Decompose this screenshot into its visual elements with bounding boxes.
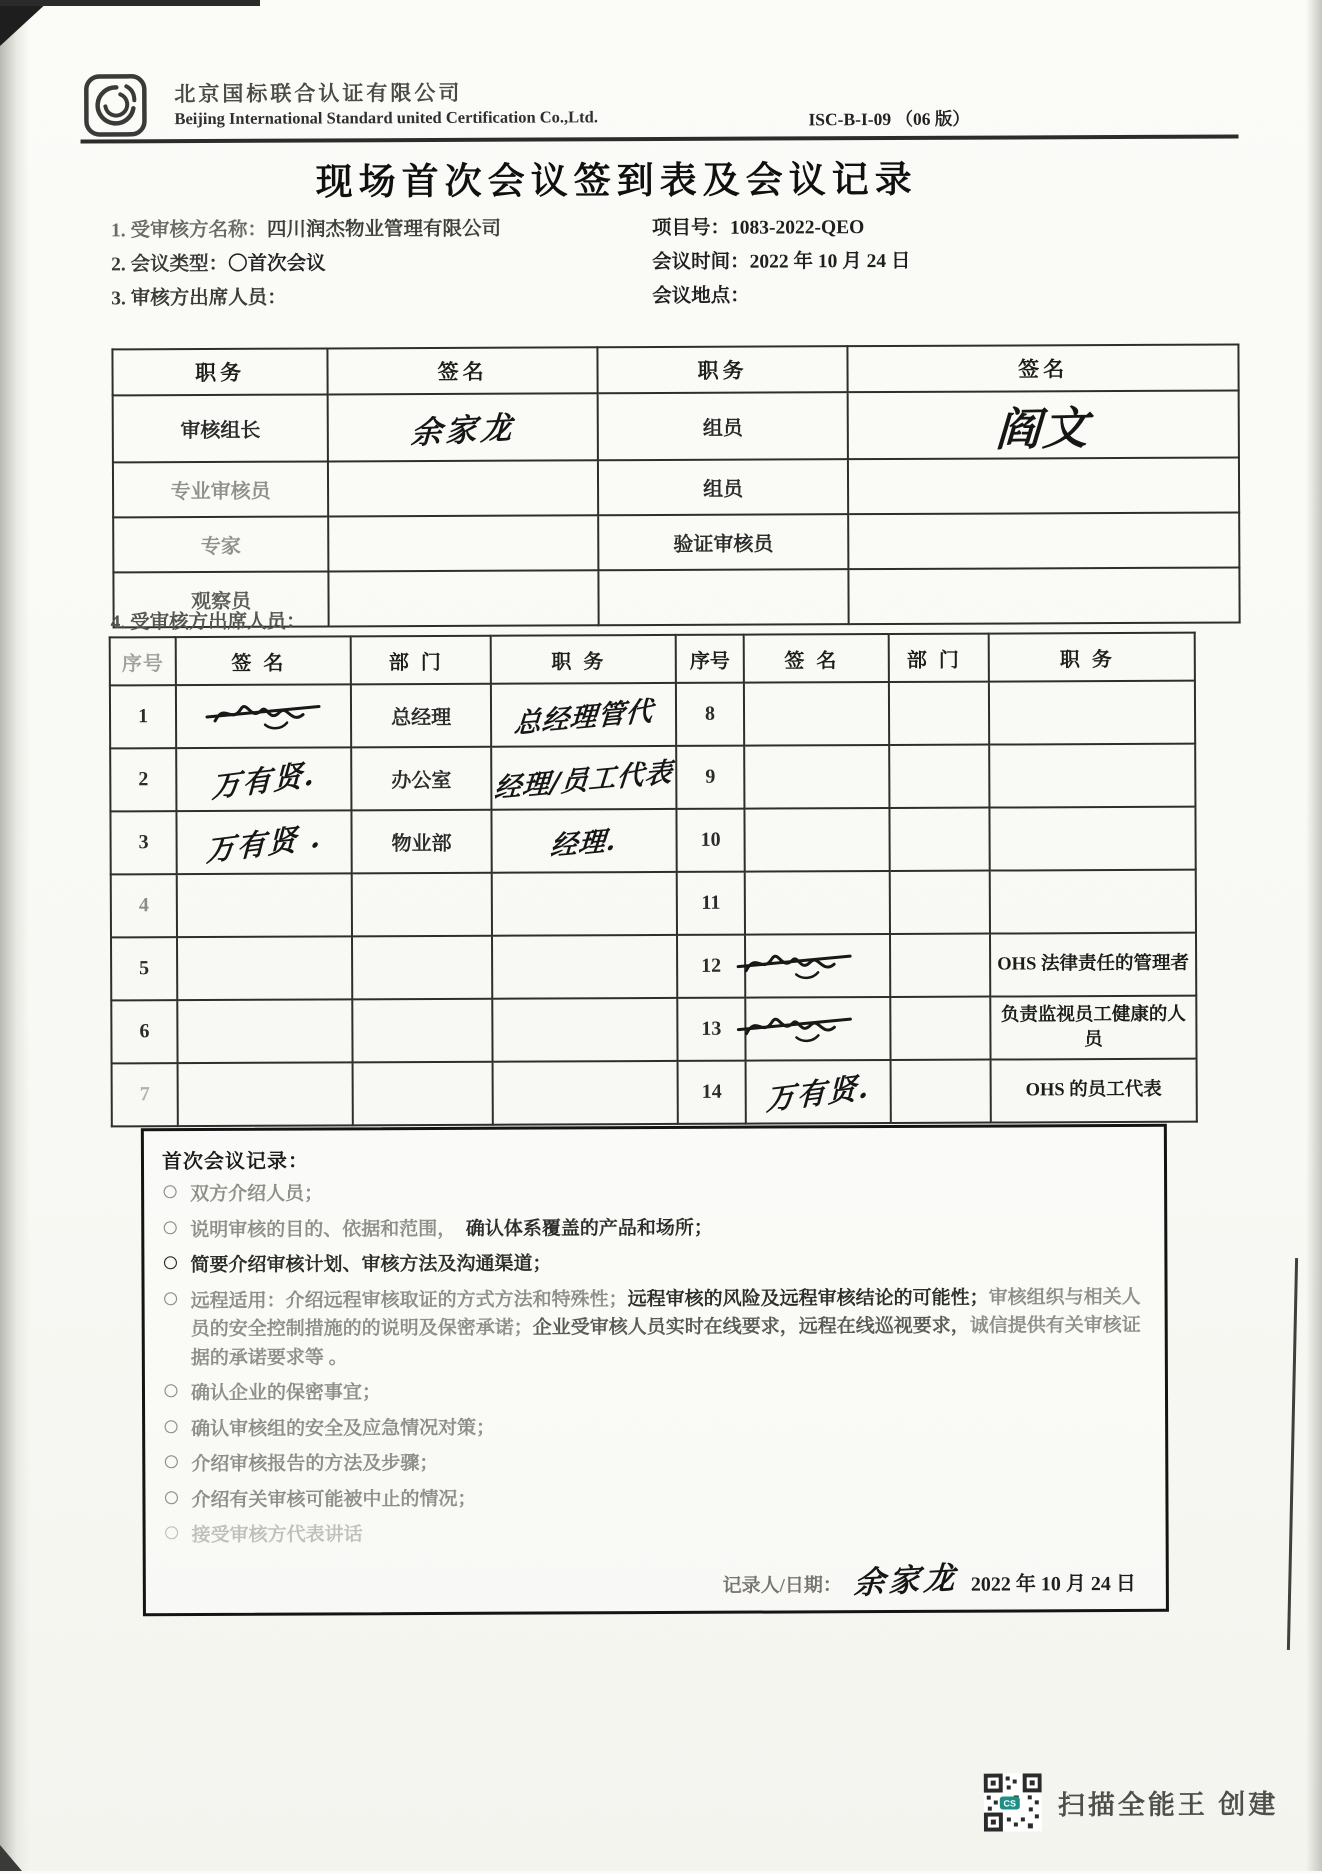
table-row xyxy=(113,390,1239,462)
table-cell xyxy=(176,684,351,748)
duty-text: OHS 法律责任的管理者 xyxy=(997,954,1190,976)
table-cell: 6 xyxy=(111,1000,177,1063)
table-row xyxy=(111,996,1196,1064)
table-cell xyxy=(745,871,890,935)
signature-scribble xyxy=(204,693,322,734)
record-bullet-line xyxy=(161,1283,1149,1373)
table-cell: 观察员 xyxy=(113,571,328,627)
record-line-text: 介绍有关审核可能被中止的情况； xyxy=(191,1488,477,1511)
table-cell xyxy=(352,936,492,1000)
table-cell xyxy=(989,744,1195,808)
meeting-type-value: 〇首次会议 xyxy=(228,253,326,275)
table-row xyxy=(113,512,1239,572)
bullet-circle-icon: 〇 xyxy=(163,1221,178,1237)
page-title: 现场首次会议签到表及会议记录 xyxy=(315,159,918,204)
company-logo xyxy=(82,72,148,138)
company-name-en: Beijing International Standard united Certification Co.,Ltd. xyxy=(174,107,598,129)
table-cell xyxy=(889,808,989,871)
table-row xyxy=(113,457,1239,517)
table-cell: 9 xyxy=(676,746,744,809)
table-cell xyxy=(746,1060,891,1124)
table-cell xyxy=(328,515,598,571)
signature-scribble xyxy=(736,1006,854,1047)
table-row xyxy=(111,870,1196,938)
record-line-text: 接受审核方代表讲话 xyxy=(191,1524,363,1547)
handwritten-signature: 万有贤 . xyxy=(205,819,323,869)
table-cell xyxy=(493,1061,678,1125)
scan-corner-top-left xyxy=(0,0,50,46)
table-row xyxy=(110,807,1195,875)
table-cell xyxy=(848,512,1239,569)
signature-scribble xyxy=(736,943,854,984)
table-cell xyxy=(492,998,677,1062)
column-header: 签名 xyxy=(327,347,597,394)
table-header-row xyxy=(110,633,1195,686)
duty-text: OHS 的员工代表 xyxy=(1025,1080,1162,1101)
table-cell xyxy=(177,999,352,1063)
audit-attendees-label: 3. 审核方出席人员： xyxy=(111,287,287,310)
table-cell xyxy=(745,997,890,1061)
company-name-cn: 北京国标联合认证有限公司 xyxy=(174,80,463,107)
record-bullet-line xyxy=(161,1447,1149,1480)
header-divider xyxy=(81,134,1239,143)
table-cell: 7 xyxy=(112,1063,178,1126)
table-cell xyxy=(848,390,1239,459)
meeting-time: 会议时间：2022 年 10 月 24 日 xyxy=(652,250,911,274)
table-cell xyxy=(492,935,677,999)
audit-team-table xyxy=(111,343,1240,628)
column-header: 职务 xyxy=(597,346,847,393)
table-cell: 4 xyxy=(111,874,177,937)
table-header-row xyxy=(112,344,1238,395)
record-bullet-line xyxy=(161,1482,1149,1515)
handwritten-signature: 余家龙 xyxy=(409,409,516,452)
table-cell xyxy=(848,567,1239,624)
bullet-circle-icon: 〇 xyxy=(163,1292,178,1308)
bullet-circle-icon: 〇 xyxy=(163,1385,179,1401)
table-cell xyxy=(745,934,890,998)
column-header: 签名 xyxy=(176,636,351,685)
bullet-circle-icon: 〇 xyxy=(164,1456,179,1472)
table-cell: 10 xyxy=(676,809,744,872)
table-cell xyxy=(890,997,990,1060)
table-cell xyxy=(491,746,676,810)
table-cell xyxy=(176,810,351,874)
table-cell xyxy=(989,807,1195,871)
table-cell xyxy=(491,683,676,747)
info-line-meeting-type xyxy=(111,243,1251,278)
meeting-location-label: 会议地点： xyxy=(652,285,750,308)
record-bullet-line xyxy=(160,1248,1148,1281)
table-cell xyxy=(328,393,598,461)
qr-code-icon xyxy=(984,1773,1042,1831)
column-header: 部门 xyxy=(889,634,989,682)
table-cell xyxy=(598,569,848,625)
column-header: 序号 xyxy=(676,635,744,683)
record-line-text: 确认审核组的安全及应急情况对策； xyxy=(191,1417,496,1440)
table-cell: 14 xyxy=(678,1061,746,1124)
table-cell xyxy=(744,808,889,872)
scan-top-edge xyxy=(0,0,260,6)
bullet-circle-icon: 〇 xyxy=(163,1186,178,1202)
table-cell: 办公室 xyxy=(351,747,491,811)
form-code: ISC-B-I-09 （06 版） xyxy=(808,108,970,130)
info-line-auditee xyxy=(111,209,1251,244)
handwritten-signature: 万有贤. xyxy=(211,756,317,805)
camscanner-footer xyxy=(984,1772,1279,1831)
column-header: 签名 xyxy=(744,634,889,683)
table-cell: 2 xyxy=(110,748,176,811)
scan-corner-bottom-left xyxy=(0,1845,22,1871)
handwritten-signature: 万有贤. xyxy=(765,1069,871,1118)
table-cell: 验证审核员 xyxy=(598,514,848,570)
table-cell xyxy=(889,745,989,808)
record-line-text: 双方介绍人员； xyxy=(190,1183,324,1206)
column-header: 职务 xyxy=(491,635,676,684)
record-bullet-line xyxy=(160,1177,1148,1210)
table-cell xyxy=(176,747,351,811)
handwritten-signature: 阎文 xyxy=(994,401,1092,457)
table-cell: 专业审核员 xyxy=(113,461,328,517)
table-cell xyxy=(744,682,889,746)
table-row xyxy=(110,744,1195,812)
table-cell xyxy=(890,934,990,997)
table-cell: 5 xyxy=(111,937,177,1000)
meeting-record-box xyxy=(141,1124,1169,1616)
project-number: 项目号：1083-2022-QEO xyxy=(651,217,865,240)
table-cell: 专家 xyxy=(113,516,328,572)
table-cell xyxy=(989,681,1195,745)
auditee-attendees-label: 4. 受审核方出席人员： xyxy=(110,611,306,634)
column-header: 序号 xyxy=(110,637,176,685)
bullet-circle-icon: 〇 xyxy=(163,1257,178,1273)
table-cell xyxy=(744,745,889,809)
table-cell xyxy=(990,933,1196,997)
record-line-text: 简要介绍审核计划、审核方法及沟通渠道； xyxy=(190,1253,552,1277)
svg-text:CS: CS xyxy=(1003,1798,1017,1809)
table-cell: 12 xyxy=(677,935,745,998)
table-row xyxy=(110,681,1195,749)
table-cell xyxy=(491,809,676,873)
record-bullet-line xyxy=(162,1518,1150,1551)
table-cell: 物业部 xyxy=(351,810,491,874)
table-cell: 11 xyxy=(677,872,745,935)
record-footer xyxy=(162,1553,1150,1602)
bullet-circle-icon: 〇 xyxy=(164,1491,179,1507)
meeting-type-label: 2. 会议类型： xyxy=(111,253,229,276)
auditee-label: 1. 受审核方名称： xyxy=(110,219,267,242)
table-cell xyxy=(848,457,1239,514)
handwritten-duty: 总经理管代 xyxy=(512,695,655,740)
table-row xyxy=(112,1059,1197,1127)
table-cell xyxy=(990,870,1196,934)
table-cell xyxy=(178,1062,353,1126)
record-bullet-line xyxy=(161,1376,1149,1409)
column-header: 部门 xyxy=(351,636,491,685)
table-cell xyxy=(177,873,352,937)
table-cell: 审核组长 xyxy=(113,394,328,462)
table-cell: 1 xyxy=(110,685,176,748)
table-cell xyxy=(990,996,1196,1060)
handwritten-duty: 经理/员工代表 xyxy=(493,757,674,805)
record-line-text: 远程适用：介绍远程审核取证的方式方法和特殊性；远程审核的风险及远程审核结论的可能性；审核组织与相关人员的安全控制措施的的说明及保密承诺；企业受审核人员实时在线要求，远程在线巡视要求，诚信提供有关审核证据的承诺要求等 。 xyxy=(190,1286,1141,1369)
scan-edge-right xyxy=(1306,0,1322,1871)
column-header: 职务 xyxy=(989,633,1195,682)
record-lines xyxy=(160,1177,1150,1551)
table-cell: 组员 xyxy=(598,392,848,460)
scan-edge-left xyxy=(0,0,30,1871)
table-cell: 8 xyxy=(676,683,744,746)
record-bullet-line xyxy=(160,1212,1148,1245)
column-header: 职务 xyxy=(112,348,327,395)
record-line-text: 介绍审核报告的方法及步骤； xyxy=(191,1452,439,1476)
table-cell xyxy=(328,570,598,626)
table-cell: 总经理 xyxy=(351,684,491,748)
table-row xyxy=(111,933,1196,1001)
table-cell: 组员 xyxy=(598,459,848,515)
record-bullet-line xyxy=(161,1411,1149,1444)
table-cell xyxy=(352,873,492,937)
table-cell xyxy=(177,936,352,1000)
table-cell: 13 xyxy=(677,998,745,1061)
auditee-attendee-table xyxy=(109,632,1198,1128)
record-line-text: 说明审核的目的、依据和范围， 确认体系覆盖的产品和场所； xyxy=(190,1217,713,1241)
info-line-audit-attendees xyxy=(111,277,1251,312)
recorder-signature: 余家龙 xyxy=(852,1559,960,1602)
duty-text: 负责监视员工健康的人员 xyxy=(1000,1005,1186,1050)
table-cell xyxy=(891,1060,991,1123)
table-cell xyxy=(890,871,990,934)
camscanner-text: 扫描全能王 创建 xyxy=(1057,1788,1279,1820)
handwritten-duty: 经理. xyxy=(549,825,619,863)
table-cell: 3 xyxy=(110,811,176,874)
bullet-circle-icon: 〇 xyxy=(164,1420,179,1436)
bullet-circle-icon: 〇 xyxy=(164,1527,179,1543)
table-cell xyxy=(352,999,492,1063)
table-cell xyxy=(492,872,677,936)
record-date: 2022 年 10 月 24 日 xyxy=(970,1572,1136,1596)
column-header: 签名 xyxy=(847,344,1238,392)
table-cell xyxy=(353,1062,493,1126)
table-cell xyxy=(889,682,989,745)
recorder-date-label: 记录人/日期： xyxy=(722,1574,842,1597)
record-title: 首次会议记录： xyxy=(161,1150,310,1174)
record-line-text: 确认企业的保密事宜； xyxy=(190,1382,382,1405)
table-cell xyxy=(328,460,598,516)
auditee-value: 四川润杰物业管理有限公司 xyxy=(266,218,501,241)
table-cell xyxy=(991,1059,1197,1123)
